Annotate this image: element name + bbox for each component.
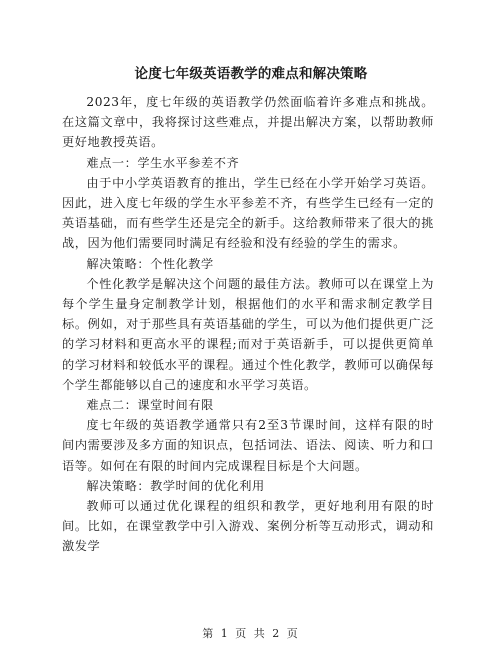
strategy-two-paragraph: 教师可以通过优化课程的组织和教学，更好地利用有限的时间。比如，在课堂教学中引入游戏、案例分析等互动形式，调动和激发学 [62, 499, 434, 554]
difficulty-one-paragraph: 由于中小学英语教育的推出，学生已经在小学开始学习英语。因此，进入度七年级的学生水平参差不齐，有些学生已经有一定的英语基础，而有些学生还是完全的新手。这给教师带来了很大的挑战，因为他们需要同时满足有经验和没有经验的学生的需求。 [62, 175, 434, 251]
difficulty-two-paragraph: 度七年级的英语教学通常只有2至3节课时间，这样有限的时间内需要涉及多方面的知识点，包括词法、语法、阅读、听力和口语等。如何在有限的时间内完成课程目标是个大问题。 [62, 418, 434, 473]
page-number-footer: 第 1 页 共 2 页 [202, 627, 300, 640]
intro-paragraph: 2023年，度七年级的英语教学仍然面临着许多难点和挑战。在这篇文章中，我将探讨这些难点，并提出解决方案，以帮助教师更好地教授英语。 [62, 95, 434, 150]
strategy-one-paragraph: 个性化教学是解决这个问题的最佳方法。教师可以在课堂上为每个学生量身定制教学计划，根据他们的水平和需求制定教学目标。例如，对于那些具有英语基础的学生，可以为他们提供更广泛的学习材料和更高水平的课程;而对于英语新手，可以提供更简单的学习材料和较低水平的课程。通过个性化教学，教师可以确保每个学生都能够以自己的速度和水平学习英语。 [62, 276, 434, 392]
document-title: 论度七年级英语教学的难点和解决策略 [134, 66, 368, 82]
difficulty-two-heading: 难点二：课堂时间有限 [86, 398, 214, 413]
difficulty-one-heading: 难点一：学生水平参差不齐 [86, 155, 240, 170]
strategy-two-heading: 解决策略：教学时间的优化利用 [86, 478, 265, 493]
document-body [62, 92, 434, 557]
strategy-one-heading: 解决策略：个性化教学 [86, 256, 214, 271]
